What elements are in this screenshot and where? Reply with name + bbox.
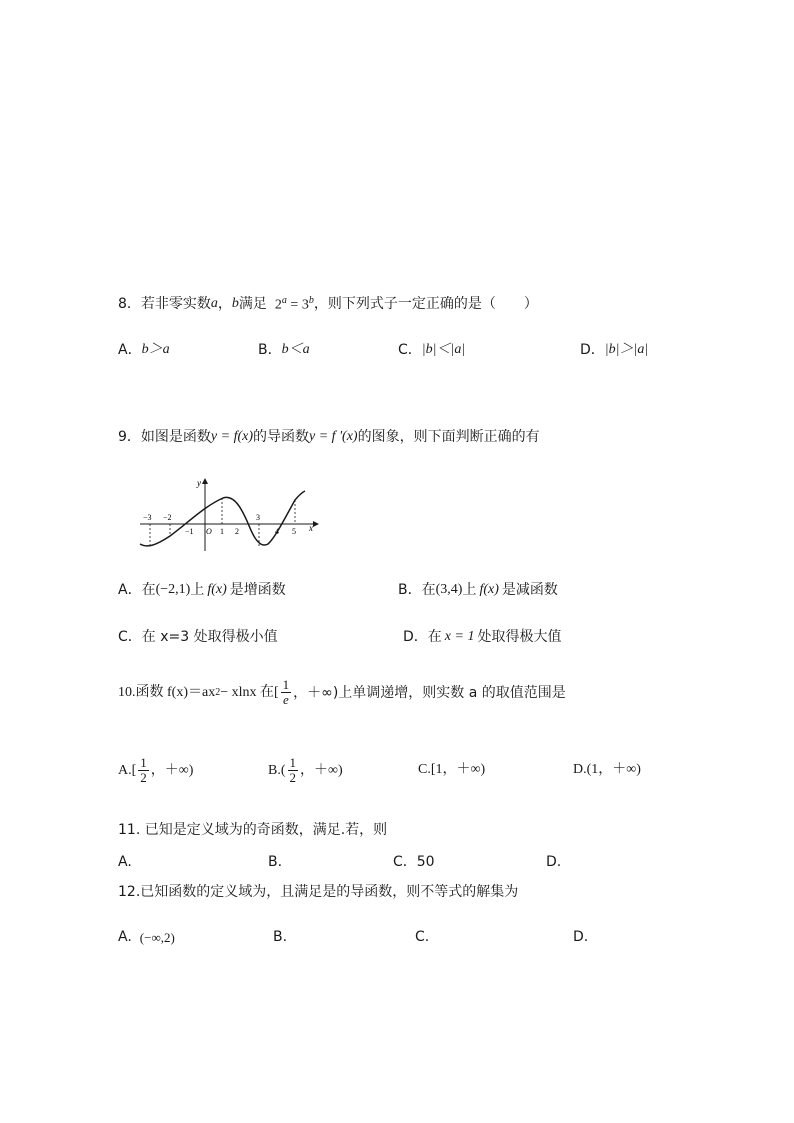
q10-option-b: B.( $\frac{1}{2}$ ，＋∞) (268, 755, 343, 785)
graph-tick-2: 2 (235, 527, 239, 536)
q9-option-d: D． 在 x = 1 处取得极大值 (403, 629, 562, 645)
q11-stem: 11. 已知是定义域为的奇函数，满足.若，则 (118, 822, 388, 838)
graph-tick-neg1: −1 (185, 527, 194, 536)
q9-option-a: A．在 (−2,1) 上 f(x) 是增函数 (118, 582, 286, 598)
q11-option-b: B. (268, 854, 283, 870)
q11-option-a: A. (118, 854, 132, 870)
q8-equation: $2^a = 3^b$ (274, 295, 314, 313)
q9-derivative-graph (135, 476, 335, 556)
q8-stem: 8．若非零实数 a ， b 满足 $2^a = 3^b$ ，则下列式子一定正确的是（ ） (118, 295, 538, 313)
q11-option-c: C．50 (393, 854, 435, 870)
graph-tick-neg2: −2 (163, 513, 172, 522)
q12-option-c: C. (415, 929, 430, 945)
graph-tick-3: 3 (256, 513, 260, 522)
graph-origin-label: O (206, 527, 212, 536)
q9-option-c: C． 在 x=3 处取得极小值 (118, 629, 278, 645)
q11-option-d: D. (546, 854, 562, 870)
q12-stem: 12.已知函数的定义域为，且满足是的导函数，则不等式的解集为 (118, 884, 519, 900)
graph-tick-4: 4 (275, 527, 279, 536)
q12-option-d: D. (573, 929, 589, 945)
graph-tick-5: 5 (292, 527, 296, 536)
graph-y-label: y (197, 478, 201, 488)
q12-option-b: B. (273, 929, 288, 945)
q10-option-d: D. (1，＋∞) (573, 762, 641, 777)
graph-x-label: x (309, 523, 313, 533)
q10-option-a: A.[ $\frac{1}{2}$ ，＋∞) (118, 755, 194, 785)
q9-option-b: B．在 (3,4) 上 f(x) 是减函数 (398, 582, 558, 598)
graph-tick-1: 1 (220, 527, 224, 536)
graph-tick-neg3: −3 (143, 513, 152, 522)
q8-option-a: A． b＞a (118, 342, 170, 358)
q8-option-b: B． b＜a (258, 342, 310, 358)
q8-option-d: D． |b|＞|a| (580, 342, 649, 358)
q8-option-c: C． |b|＜|a| (398, 342, 466, 358)
q10-option-c: C. [1，＋∞) (418, 762, 486, 777)
q10-stem: 10.函数 f(x)＝ax 2 − xlnx 在[ $\frac{1}{e}$ ，＋∞)上单调递增，则实数 a 的取值范围是 (118, 677, 566, 707)
q9-stem: 9．如图是函数 y = f(x) 的导函数 y = f '(x) 的图象，则下面判断正确的有 (118, 429, 540, 445)
q10-fraction: $\frac{1}{e}$ (282, 677, 290, 707)
q12-option-a: A. (−∞,2) (118, 929, 175, 945)
